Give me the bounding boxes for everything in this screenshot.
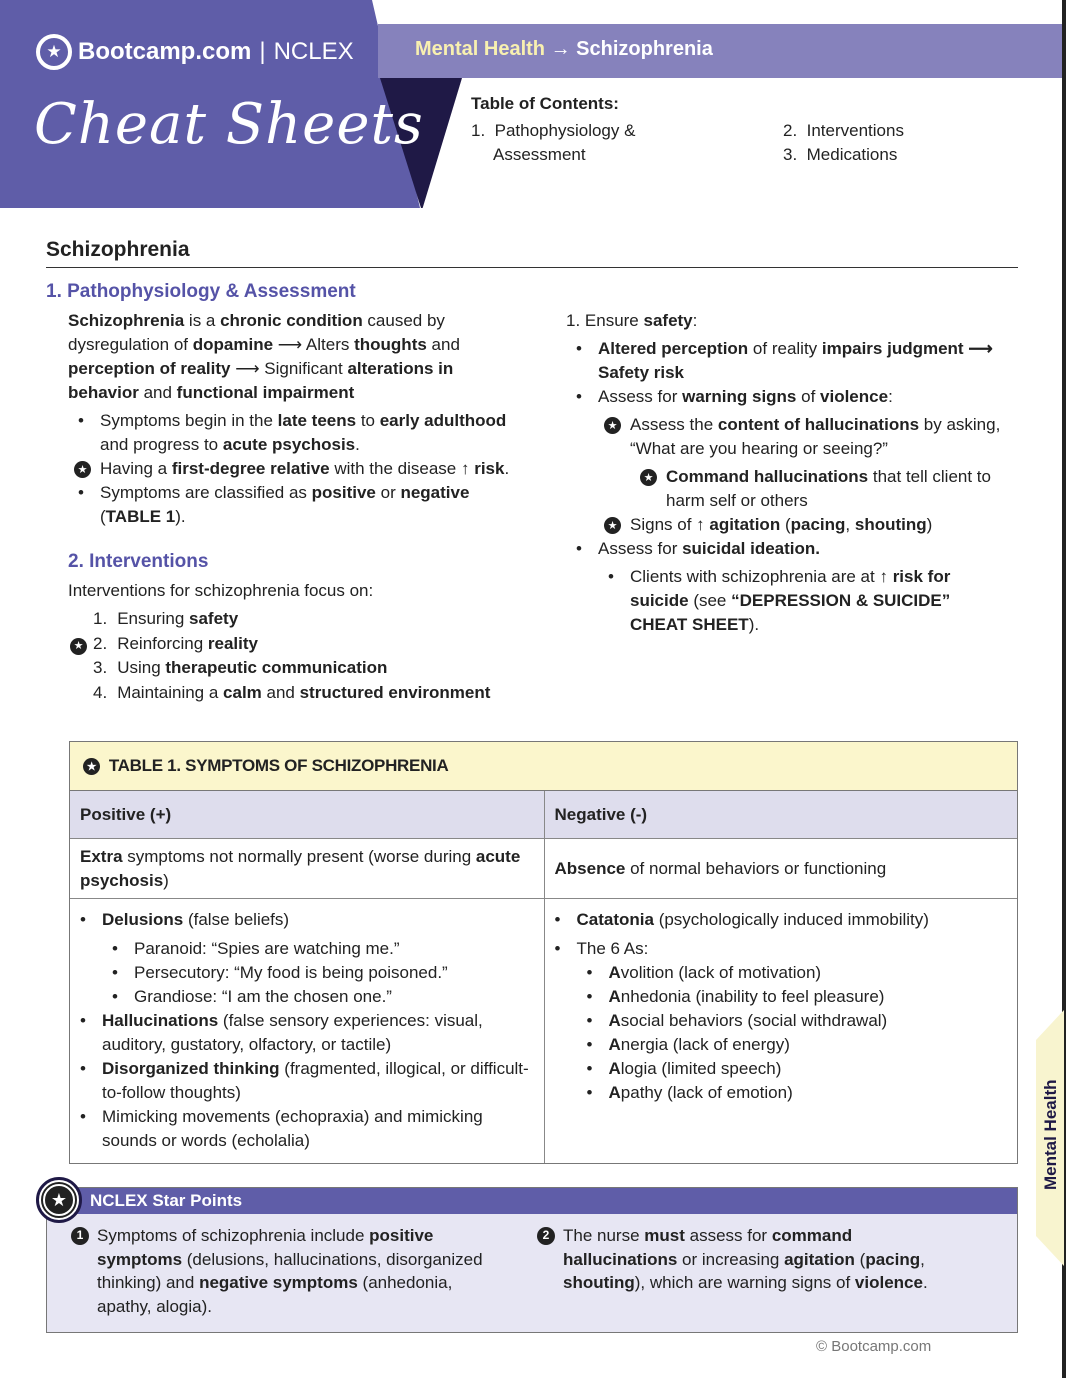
toc-item-cont[interactable]: Assessment: [493, 145, 586, 164]
text-run: positive symptoms: [97, 1226, 434, 1269]
text-run: Assess the: [630, 415, 718, 434]
text-run: suicidal ideation.: [682, 539, 821, 558]
bullet-list: [68, 409, 528, 529]
text-run: (false sensory experiences: visual, auditory, gustatory, olfactory, or tactile): [102, 1011, 483, 1054]
text-run: ).: [748, 615, 760, 634]
text-run: must: [644, 1226, 685, 1245]
text-run: ): [926, 515, 933, 534]
text-run: with the disease ↑: [329, 459, 475, 478]
text-run: (see: [688, 591, 732, 610]
text-run: of reality: [748, 339, 822, 358]
text-run: thoughts: [354, 335, 427, 354]
text-run: A: [608, 1083, 621, 1102]
text-run: (: [854, 1249, 866, 1269]
list-item: [68, 607, 528, 632]
text-run: of: [796, 387, 821, 406]
text-run: ), which are warning signs of: [634, 1273, 855, 1292]
text-run: alterations in behavior: [68, 359, 454, 402]
section-interventions: [68, 579, 528, 705]
bullet-list: [566, 337, 1016, 409]
text-run: logia (limited speech): [620, 1059, 782, 1078]
text-run: (fragmented, illogical, or difficult-to-follow thoughts): [102, 1059, 529, 1102]
text-run: Grandiose: “I am the chosen one.”: [134, 987, 392, 1006]
text-run: Disorganized thinking: [102, 1059, 280, 1078]
list-item: [598, 513, 1016, 537]
text-run: (: [100, 507, 106, 526]
text-run: of normal behaviors or functioning: [625, 858, 887, 878]
text-run: first-degree relative: [171, 459, 330, 478]
text-run: A: [608, 1011, 621, 1030]
text-run: Altered perception: [598, 339, 749, 358]
symptom-item: [577, 961, 1008, 985]
symptom-item: [577, 985, 1008, 1009]
star-icon: ★: [70, 638, 87, 655]
symptom-item: [102, 985, 534, 1009]
text-run: pacing: [865, 1249, 921, 1269]
star-points-title: NCLEX Star Points: [47, 1188, 1017, 1214]
text-run: functional impairment: [176, 383, 355, 402]
text-run: therapeutic communication: [165, 658, 388, 677]
symptom-item: [70, 1057, 534, 1105]
text-run: risk: [474, 459, 505, 478]
toc-item[interactable]: 3. Medications: [783, 145, 898, 164]
text-run: .: [355, 435, 360, 454]
toc-item[interactable]: 2. Interventions: [783, 121, 904, 140]
list-item: [634, 465, 1016, 513]
bullet-list: [634, 465, 1016, 513]
text-run: 1. Ensure: [566, 311, 644, 330]
symptom-item: [545, 937, 1008, 961]
text-run: reality: [207, 633, 258, 653]
text-run: The nurse: [563, 1226, 645, 1245]
text-run: The 6 As:: [576, 939, 649, 958]
text-run: calm: [223, 682, 262, 702]
brand-name: Bootcamp.com: [78, 38, 252, 65]
text-run: Extra: [80, 846, 123, 866]
symptom-item: [577, 1081, 1008, 1105]
table-row: [70, 899, 1017, 1163]
text-run: ).: [175, 507, 186, 526]
breadcrumb-topic: Schizophrenia: [576, 38, 713, 60]
table-row: [70, 839, 1017, 899]
text-run: ,: [845, 515, 855, 534]
column-header: Negative (-): [544, 791, 1018, 838]
table-cell: [544, 899, 1018, 1163]
text-run: pacing: [790, 515, 846, 534]
table-title: ★ TABLE 1. SYMPTOMS OF SCHIZOPHRENIA: [70, 742, 1017, 791]
symptom-item: [70, 1009, 534, 1057]
list-number: 3.: [93, 658, 108, 677]
product-name: NCLEX: [273, 38, 354, 65]
text-run: negative: [400, 483, 470, 502]
text-run: nhedonia (inability to feel pleasure): [620, 987, 885, 1006]
text-run: and: [138, 383, 177, 402]
text-run: or increasing: [677, 1249, 785, 1269]
cheat-sheets-title: Cheat Sheets: [34, 92, 424, 157]
text-run: Hallucinations: [102, 1011, 219, 1030]
text-run: Using: [117, 658, 166, 677]
text-run: shouting: [563, 1273, 635, 1292]
star-icon: ★: [604, 517, 621, 534]
symptoms-table: [69, 741, 1018, 1164]
text-run: A: [608, 963, 621, 982]
text-run: assess for: [684, 1226, 772, 1245]
text-run: “DEPRESSION & SUICIDE” CHEAT SHEET: [630, 591, 951, 634]
star-point-item: [71, 1224, 527, 1318]
text-run: Symptoms are classified as: [100, 483, 312, 502]
text-run: caused by dysregulation of: [68, 311, 445, 354]
text-run: perception of reality: [68, 359, 231, 378]
text-run: impairs judgment ⟶ Safety risk: [598, 339, 993, 382]
text-run: ⟶ Alters: [273, 335, 355, 354]
text-run: Maintaining a: [117, 682, 224, 702]
star-logo-icon: ★: [36, 34, 72, 70]
text-run: violence: [854, 1273, 923, 1292]
text-run: safety: [189, 609, 239, 628]
star-point-item: [537, 1224, 993, 1318]
text-run: Reinforcing: [117, 633, 208, 653]
table-cell: [70, 839, 544, 898]
bullet-list: [598, 413, 1016, 461]
symptom-item: [70, 908, 534, 932]
divider: [46, 267, 1018, 268]
list-item: [68, 457, 528, 481]
text-run: structured environment: [299, 682, 491, 702]
text-run: by asking, “What are you hearing or seeing?”: [630, 415, 1001, 458]
list-item: [598, 413, 1016, 461]
page-title: Schizophrenia: [46, 238, 190, 261]
symptom-item: [545, 908, 1008, 932]
text-run: (: [780, 515, 791, 534]
bullet-list: [598, 513, 1016, 537]
text-run: late teens: [277, 411, 357, 430]
list-item: [68, 681, 528, 706]
symptom-item: [577, 1033, 1008, 1057]
text-run: early adulthood: [379, 411, 507, 430]
text-run: social behaviors (social withdrawal): [620, 1011, 888, 1030]
text-run: A: [608, 1059, 621, 1078]
column-header: Positive (+): [80, 804, 172, 824]
table-cell: [70, 899, 544, 1163]
text-run: Paranoid: “Spies are watching me.”: [134, 939, 400, 958]
text-run: is a: [184, 311, 221, 330]
logo: [36, 34, 354, 70]
toc-title: Table of Contents:: [471, 94, 619, 113]
text-run: command hallucinations: [563, 1226, 853, 1269]
text-run: :: [888, 387, 893, 406]
text-run: agitation: [709, 515, 781, 534]
toc-column-1: [471, 119, 635, 167]
list-item: [566, 337, 1016, 385]
star-icon: ★: [83, 758, 100, 775]
number-badge-icon: 1: [71, 1227, 89, 1245]
bullet-list: [566, 537, 1016, 561]
text-run: Assess for: [598, 387, 683, 406]
list-item: [68, 409, 528, 457]
text-run: Signs of ↑: [630, 515, 710, 534]
list-item: [566, 537, 1016, 561]
list-item: [598, 565, 978, 637]
text-run: Command hallucinations: [666, 467, 869, 486]
text-run: ⟶ Significant: [230, 359, 348, 378]
text-run: Assess for: [598, 539, 683, 558]
text-run: ,: [920, 1249, 925, 1269]
text-run: and progress to: [100, 435, 223, 454]
list-number: 1.: [93, 609, 108, 628]
text-run: acute psychosis: [80, 846, 521, 890]
text-run: agitation: [784, 1249, 855, 1269]
text-run: content of hallucinations: [717, 415, 920, 434]
text-run: dopamine: [192, 335, 274, 354]
symptom-item: [102, 961, 534, 985]
text-run: risk for suicide: [630, 567, 951, 610]
section-pathophysiology: [68, 309, 528, 529]
text-run: symptoms not normally present (worse during: [122, 846, 476, 866]
text-run: ): [163, 870, 169, 890]
text-run: .: [922, 1273, 928, 1292]
text-run: violence: [820, 387, 889, 406]
breadcrumb: [415, 38, 713, 61]
star-badge-icon: ★: [36, 1177, 82, 1223]
symptom-item: [577, 1057, 1008, 1081]
number-badge-icon: 2: [537, 1227, 555, 1245]
text-run: Symptoms begin in the: [100, 411, 278, 430]
text-run: (anhedonia, apathy, alogia).: [97, 1273, 453, 1316]
breadcrumb-category[interactable]: Mental Health: [415, 38, 546, 60]
table-header-row: [70, 791, 1017, 839]
symptom-item: [577, 1009, 1008, 1033]
text: [566, 309, 1016, 333]
intro-text: Interventions for schizophrenia focus on:: [68, 581, 374, 600]
text-run: positive: [311, 483, 376, 502]
text-run: Symptoms of schizophrenia include: [97, 1226, 370, 1245]
section-heading: 1. Pathophysiology & Assessment: [46, 281, 356, 302]
list-number: 4.: [93, 682, 108, 702]
text-run: warning signs: [682, 387, 797, 406]
text-run: Catatonia: [576, 910, 654, 929]
text-run: pathy (lack of emotion): [620, 1083, 793, 1102]
text-run: Mimicking movements (echopraxia) and mimicking sounds or words (echolalia): [102, 1107, 483, 1150]
text-run: A: [608, 987, 621, 1006]
text-run: shouting: [854, 515, 927, 534]
list-item: [566, 385, 1016, 409]
text-run: chronic condition: [220, 311, 363, 330]
section-heading: 2. Interventions: [68, 551, 209, 572]
text-run: Schizophrenia: [68, 311, 185, 330]
text-run: nergia (lack of energy): [620, 1035, 790, 1054]
text-run: volition (lack of motivation): [620, 963, 822, 982]
text-run: (psychologically induced immobility): [653, 910, 929, 929]
text-run: (false beliefs): [183, 910, 290, 929]
symptom-item: [70, 1105, 534, 1153]
text-run: or: [375, 483, 401, 502]
numbered-list: [68, 607, 528, 705]
text-run: and: [261, 682, 300, 702]
text-run: Clients with schizophrenia are at ↑: [630, 567, 893, 586]
intro-text: [68, 309, 528, 405]
text-run: safety: [643, 311, 693, 330]
list-item: [68, 656, 528, 681]
text-run: and: [426, 335, 460, 354]
copyright: © Bootcamp.com: [816, 1338, 932, 1355]
text-run: Delusions: [102, 910, 184, 929]
text-run: Persecutory: “My food is being poisoned.”: [134, 963, 448, 982]
text-run: (delusions, hallucinations, disorganized thinking) and: [97, 1249, 483, 1292]
safety-column: [566, 309, 1016, 637]
star-icon: ★: [640, 469, 657, 486]
bullet-list: [598, 565, 978, 637]
table-cell: [544, 839, 1018, 898]
text-run: A: [608, 1035, 621, 1054]
list-item: [68, 481, 528, 529]
star-icon: ★: [74, 461, 91, 478]
text-run: Having a: [100, 459, 172, 478]
divider: |: [259, 38, 266, 65]
text-run: that tell client to harm self or others: [666, 467, 991, 510]
side-tab-label: Mental Health: [1041, 1079, 1060, 1190]
text-run: Absence: [554, 858, 626, 878]
star-icon: ★: [604, 417, 621, 434]
toc-column-2: [783, 119, 904, 167]
toc-item[interactable]: 1. Pathophysiology &: [471, 121, 636, 140]
text-run: TABLE 1: [105, 507, 176, 526]
text-run: .: [504, 459, 510, 478]
text-run: :: [692, 311, 698, 330]
text-run: negative symptoms: [199, 1273, 358, 1292]
text-run: to: [356, 411, 380, 430]
list-number: 2.: [93, 633, 108, 653]
text-run: acute psychosis: [222, 435, 356, 454]
arrow-icon: →: [550, 38, 571, 60]
nclex-star-points: [46, 1187, 1018, 1333]
list-item: [68, 632, 528, 657]
symptom-item: [102, 937, 534, 961]
text-run: Ensuring: [117, 609, 190, 628]
